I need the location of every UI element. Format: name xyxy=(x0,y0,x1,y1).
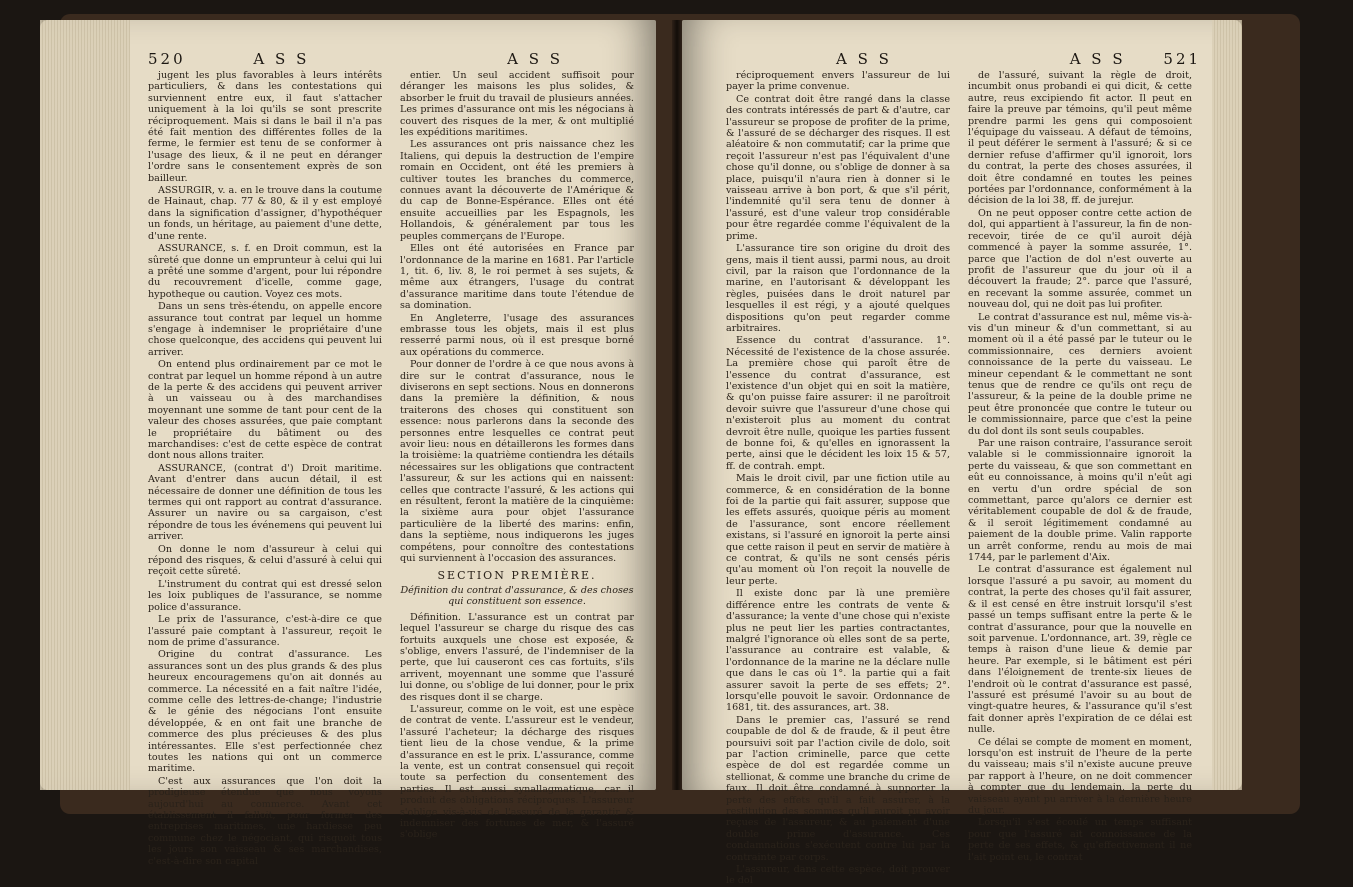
left-column-1 xyxy=(148,70,382,867)
right-running-head-1: A S S xyxy=(836,50,892,68)
paragraph: Origine du contrat d'assurance. Les assurances sont un des plus grands & des plus heureux encouragemens qu'on ait donnés au commerce. La nécessité en a fait naître l'idée, comme celle des lettres-de-change; l'industrie & le génie des négocians l'ont ensuite développée, & en ont fait une branche de commerce des plus précieuses & des plus intéressantes. Elle s'est perfectionnée chez toutes les nations qui ont un commerce maritime. xyxy=(148,649,382,775)
right-column-1 xyxy=(726,70,950,887)
left-running-head-1: A S S xyxy=(253,50,310,68)
paragraph: Ce délai se compte de moment en moment, lorsqu'on est instruit de l'heure de la perte du vaisseau; mais s'il n'existe aucune preuve par rapport à l'heure, on ne doit commencer à compter que du lendemain, la perte du vaisseau ayant pu arriver à la dernière heure du jour. xyxy=(968,736,1192,816)
paragraph: Essence du contrat d'assurance. 1°. Nécessité de l'existence de la chose assurée. La première chose qui paroît être de l'essence du contrat d'assurance, est l'existence d'un objet qui en soit la matière, & qu'on puisse faire assurer: il ne paroîtroit devoir suivre que l'assureur d'une chose qui n'existeroit plus au moment du contrat devroit être nulle, quoique les parties fussent de bonne foi, & qu'elles en ignorassent la perte, ainsi que le décident les loix 15 & 57, ff. de contrah. empt. xyxy=(726,335,950,472)
paragraph: C'est aux assurances que l'on doit la prodigieuse étendue que nous voyons aujourd'hui au commerce. Avant cet établissement il falloit, pour former des entreprises maritimes, une hardiesse peu commune chez le négociant, qui risquoit tous les jours son vaisseau & ses marchandises, c'est-à-dire son capital xyxy=(148,775,382,867)
paragraph: jugent les plus favorables à leurs intérêts particuliers, & dans les contestations qui surviennent entre eux, il faut s'attacher uniquement à la loi qu'ils se sont prescrite réciproquement. Mais si dans le bail il n'a pas été fait mention des différentes folles de la ferme, le fermier est tenu de se conformer à l'usage des lieux, & il ne peut en déranger l'ordre sans le consentement exprès de son bailleur. xyxy=(148,70,382,184)
paragraph: On donne le nom d'assureur à celui qui répond des risques, & celui d'assuré à celui qui reçoit cette sûreté. xyxy=(148,543,382,578)
paragraph: L'assurance tire son origine du droit des gens, mais il tient aussi, parmi nous, au droit civil, par la raison que l'ordonnance de la marine, en l'autorisant & développant les règles, puisées dans le droit naturel par lesquelles il est régi, y a ajouté quelques dispositions qu'on peut regarder comme arbitraires. xyxy=(726,243,950,334)
paragraph: de l'assuré, suivant la règle de droit, incumbit onus probandi ei qui dicit, & cette autre, reus excipiendo fit actor. Il peut en faire la preuve par témoins, qu'il peut même prendre parmi les gens qui composoient l'équipage du vaisseau. A défaut de témoins, il peut déférer le serment à l'assuré; & si ce dernier refuse d'affirmer qu'il ignoroit, lors du contrat, la perte des choses assurées, il doit être condamné en toutes les peines portées par l'ordonnance, conformément à la décision de la loi 38, ff. de jurejur. xyxy=(968,70,1192,207)
paragraph: L'assureur, comme on le voit, est une espèce de contrat de vente. L'assureur est le vendeur, l'assuré l'acheteur; la décharge des risques tient lieu de la chose vendue, & la prime d'assurance en est le prix. L'assurance, comme la vente, est un contrat consensuel qui reçoit toute sa perfection du consentement des parties. Il est aussi synallagmatique, car il produit des obligations réciproques. L'assureur s'oblige vis-à-vis de l'assuré de le garantir & indemniser des fortunes de mer, & l'assuré s'oblige xyxy=(400,703,634,841)
paragraph: entier. Un seul accident suffisoit pour déranger les maisons les plus solides, & absorber le fruit du travail de plusieurs années. Les primes d'assurance ont mis les négocians à couvert des risques de la mer, & ont multiplié les expéditions maritimes. xyxy=(400,70,634,139)
paragraph: Mais le droit civil, par une fiction utile au commerce, & en considération de la bonne foi de la partie qui fait assurer, suppose que les effets assurés, quoique péris au moment de l'assurance, sont encore réellement existans, si l'assuré en ignoroit la perte ainsi que cette raison il peut en servir de matière à ce contrat, & qu'ils ne sont censés péris qu'au moment où l'on reçoit la nouvelle de leur perte. xyxy=(726,473,950,587)
right-running-head-2: A S S xyxy=(1069,50,1126,68)
paragraph: ASSURANCE, s. f. en Droit commun, est la sûreté que donne un emprunteur à celui qui lui a prêté une somme d'argent, pour lui répondre du recouvrement d'icelle, comme gage, hypotheque ou caution. Voyez ces mots. xyxy=(148,243,382,300)
paragraph: Le prix de l'assurance, c'est-à-dire ce que l'assuré paie comptant à l'assureur, reçoit le nom de prime d'assurance. xyxy=(148,614,382,648)
right-columns xyxy=(726,70,1192,887)
paragraph: Ce contrat doit être rangé dans la classe des contrats intéressés de part & d'autre, car l'assureur se propose de profiter de la prime, & l'assuré de se décharger des risques. Il est aléatoire & non commutatif; car la prime que reçoit l'assureur n'est pas l'équivalent d'une chose qu'il donne, ou s'oblige de donner à sa place, puisqu'il n'aura rien à donner si le vaisseau arrive à bon port, & que s'il périt, l'indemnité qu'il sera tenu de donner à l'assuré, est d'une valeur trop considérable pour être regardée comme l'équivalent de la prime. xyxy=(726,93,950,242)
paragraph: L'instrument du contrat qui est dressé selon les loix publiques de l'assurance, se nomme police d'assurance. xyxy=(148,578,382,613)
paragraph: ASSURANCE, (contrat d') Droit maritime. Avant d'entrer dans aucun détail, il est nécessaire de donner une définition de tous les termes qui ont rapport au contrat d'assurance. Assurer un navire ou sa cargaison, c'est répondre de tous les événemens qui peuvent lui arriver. xyxy=(148,462,382,543)
paragraph: Lorsqu'il s'est écoulé un temps suffisant pour que l'assuré ait connoissance de la perte de ses effets, & qu'effectivement il ne l'ait point eu, le contrat xyxy=(968,817,1192,863)
left-page-header xyxy=(148,50,563,68)
paragraph: L'assureur, dans cette espèce, doit prouver le dol xyxy=(726,864,950,887)
right-page-number: 521 xyxy=(1163,50,1202,68)
left-column-2 xyxy=(400,70,634,841)
right-page-header xyxy=(726,50,1201,68)
paragraph: On ne peut opposer contre cette action de dol, qui appartient à l'assureur, la fin de non-recevoir, tirée de ce qu'il auroit déjà commencé à payer la somme assurée, 1°. parce que l'action de dol n'est ouverte au profit de l'assureur que du jour où il a découvert la fraude; 2°. parce que l'assuré, en recevant la somme assurée, commet un nouveau dol, qui ne doit pas lui profiter. xyxy=(968,207,1192,311)
paragraph: Dans un sens très-étendu, on appelle encore assurance tout contrat par lequel un homme s'engage à indemniser le propriétaire d'une chose quelconque, des accidens qui peuvent lui arriver. xyxy=(148,301,382,358)
left-running-head-2: A S S xyxy=(507,50,564,68)
paragraph: En Angleterre, l'usage des assurances embrasse tous les objets, mais il est plus resserré parmi nous, où il est presque borné aux opérations du commerce. xyxy=(400,312,634,358)
left-page xyxy=(40,20,656,867)
paragraph: Pour donner de l'ordre à ce que nous avons à dire sur le contrat d'assurance, nous le diviserons en sept sections. Nous en donnerons dans la première la définition, & nous traiterons des choses qui constituent son essence: nous parlerons dans la seconde des personnes entre lesquelles ce contrat peut avoir lieu: nous en détaillerons les formes dans la troisième: la quatrième contiendra les détails nécessaires sur les obligations que contractent l'assureur, & sur les actions qui en naissent: celles que contracte l'assuré, & les actions qui en résultent, feront la matière de la cinquième: la sixième aura pour objet l'assurance particulière de la liberté des marins: enfin, dans la septième, nous indiquerons les juges compétens, pour connoître des contestations qui surviennent à l'occasion des assurances. xyxy=(400,359,634,565)
section-subtitle: Définition du contrat d'assurance, & des choses qui constituent son essence. xyxy=(400,584,634,608)
paragraph: Il existe donc par là une première différence entre les contrats de vente & d'assurance; la vente d'une chose qui n'existe plus ne peut lier les parties contractantes, malgré l'ignorance où elles sont de sa perte, l'assurance au contraire est valable, & l'ordonnance de la marine ne la déclare nulle que dans le cas où 1°. la partie qui a fait assurer savoit la perte de ses effets; 2°. lorsqu'elle pouvoit le savoir. Ordonnance de 1681, tit. des assurances, art. 38. xyxy=(726,588,950,714)
paragraph: Définition. L'assurance est un contrat par lequel l'assureur se charge du risque des cas fortuits auxquels une chose est exposée, & s'oblige, envers l'assuré, de l'indemniser de la perte, que lui causeront ces cas fortuits, s'ils arrivent, moyennant une somme que l'assuré lui donne, ou s'oblige de lui donner, pour le prix des risques dont il se charge. xyxy=(400,611,634,703)
book-gutter xyxy=(672,20,682,790)
paragraph: ASSURGIR, v. a. en le trouve dans la coutume de Hainaut, chap. 77 & 80, & il y est employé dans la signification d'assigner, d'hypothéquer un fonds, un héritage, au paiement d'une dette, d'une rente. xyxy=(148,185,382,242)
paragraph: Par une raison contraire, l'assurance seroit valable si le commissionnaire ignoroit la perte du vaisseau, & que son commettant en eût eu connoissance, à moins qu'il n'eût agi en vertu d'un ordre spécial de son commettant, parce qu'alors ce dernier est véritablement coupable de dol & de fraude, & il seroit légitimement condamné au paiement de la double prime. Valin rapporte un arrêt conforme, rendu au mois de mai 1744, par le parlement d'Aix. xyxy=(968,438,1192,564)
paragraph: Elles ont été autorisées en France par l'ordonnance de la marine en 1681. Par l'article 1, tit. 6, liv. 8, le roi permet à ses sujets, & même aux étrangers, l'usage du contrat d'assurance maritime dans toute l'étendue de sa domination. xyxy=(400,243,634,312)
right-page xyxy=(682,20,1242,887)
paragraph: Le contrat d'assurance est également nul lorsque l'assuré a pu savoir, au moment du contrat, la perte des choses qu'il fait assurer, & il est censé en être instruit lorsqu'il s'est passé un temps suffisant entre la perte & le contrat d'assurance, pour que la nouvelle en soit parvenue. L'ordonnance, art. 39, règle ce temps à raison d'une lieue & demie par heure. Par exemple, si le bâtiment est péri dans l'éloignement de trente-six lieues de l'endroit où le contrat d'assurance est passé, l'assuré est présumé l'avoir su au bout de vingt-quatre heures, & l'assurance qu'il s'est fait donner après l'expiration de ce délai est nulle. xyxy=(968,564,1192,736)
paragraph: Les assurances ont pris naissance chez les Italiens, qui depuis la destruction de l'empire romain en Occident, ont été les premiers à cultiver toutes les branches du commerce, connues avant la découverte de l'Amérique & du cap de Bonne-Espérance. Elles ont été ensuite accueillies par les Espagnols, les Hollandois, & généralement par tous les peuples commerçans de l'Europe. xyxy=(400,139,634,242)
left-columns xyxy=(148,70,634,867)
paragraph: Dans le premier cas, l'assuré se rend coupable de dol & de fraude, & il peut être poursuivi soit par l'action civile de dolo, soit par l'action criminelle, parce que cette espèce de dol est regardée comme un stellionat, & comme une branche du crime de faux. Il doit être condamné à supporter la perte des effets qu'il a fait assurer, à la restitution des sommes qu'il auroit pu avoir reçues de l'assureur, & au paiement d'une double prime d'assurance. Ces condamnations s'exécutent contre lui par la contrainte par corps. xyxy=(726,714,950,863)
left-page-number: 520 xyxy=(148,50,186,68)
paragraph: réciproquement envers l'assureur de lui payer la prime convenue. xyxy=(726,70,950,93)
paragraph: Le contrat d'assurance est nul, même vis-à-vis d'un mineur & d'un commettant, si au moment où il a été passé par le tuteur ou le commissionnaire, ces derniers avoient connoissance de la perte du vaisseau. Le mineur cependant & le commettant ne sont tenus que de rendre ce qu'ils ont reçu de l'assureur, & la peine de la double prime ne peut être prononcée que contre le tuteur ou le commissionnaire, parce que c'est la peine du dol dont ils sont seuls coupables. xyxy=(968,311,1192,437)
right-column-2 xyxy=(968,70,1192,863)
paragraph: On entend plus ordinairement par ce mot le contrat par lequel un homme répond à un autre de la perte & des accidens qui peuvent arriver à un vaisseau ou à des marchandises moyennant une somme de tant pour cent de la valeur des choses assurées, que paie comptant le propriétaire du bâtiment ou des marchandises: c'est de cette espèce de contrat dont nous allons traiter. xyxy=(148,359,382,462)
section-title: SECTION PREMIÈRE. xyxy=(437,569,597,583)
